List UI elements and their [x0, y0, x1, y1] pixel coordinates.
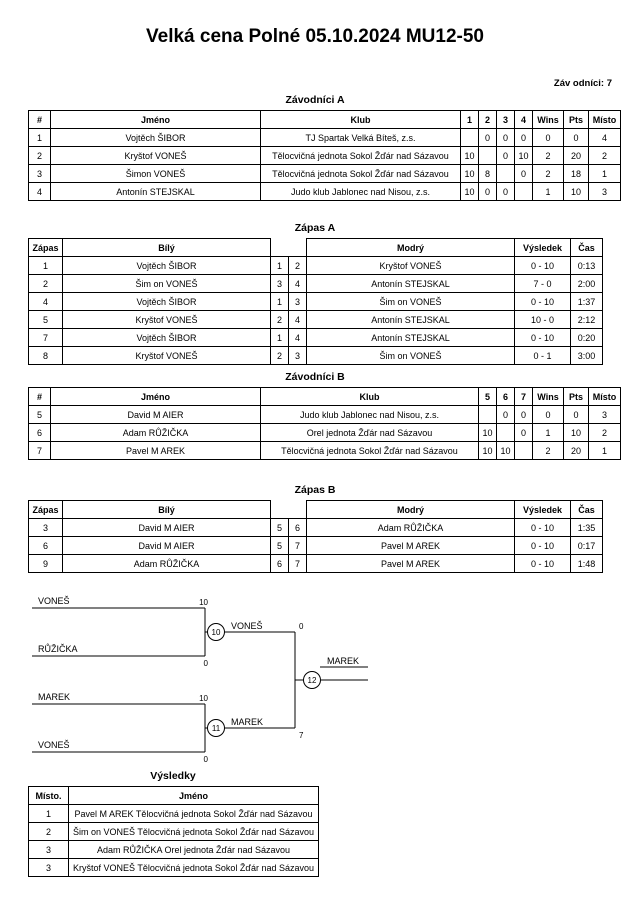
bracket-semi-bot-match: 11	[211, 724, 221, 733]
table-row	[29, 424, 621, 442]
table-header-row	[29, 787, 319, 805]
cell-match-no: 1	[29, 257, 63, 275]
cell-result: 0 - 10	[515, 257, 571, 275]
cell-white-num: 1	[271, 329, 289, 347]
cell-white: Vojtěch ŠIBOR	[63, 293, 271, 311]
cell-score: 10	[479, 424, 497, 442]
cell-result: 0 - 10	[515, 519, 571, 537]
col-header: Modrý	[307, 239, 515, 257]
cell-time: 2:12	[571, 311, 603, 329]
cell-score	[515, 442, 533, 460]
table-row	[29, 841, 319, 859]
cell-white: David M AIER	[63, 519, 271, 537]
results-section	[28, 770, 318, 877]
cell-match-no: 2	[29, 275, 63, 293]
col-header: Bílý	[63, 501, 271, 519]
cell-time: 2:00	[571, 275, 603, 293]
matches-a-section	[28, 222, 602, 365]
cell-name: Vojtěch ŠIBOR	[51, 129, 261, 147]
table-row	[29, 165, 621, 183]
bracket-seed-top-1: VONEŠ	[38, 596, 70, 606]
col-header-spacer	[289, 501, 307, 519]
bracket-semi-top-score-win: 10	[199, 598, 208, 607]
cell-wins: 1	[533, 424, 564, 442]
table-row	[29, 347, 603, 365]
col-header: Pts	[564, 388, 589, 406]
cell-name: Pavel M AREK	[51, 442, 261, 460]
table-row	[29, 293, 603, 311]
cell-score: 0	[479, 183, 497, 201]
col-header: Místo	[589, 388, 621, 406]
col-header: Wins	[533, 388, 564, 406]
cell-num: 2	[29, 147, 51, 165]
cell-white-num: 2	[271, 347, 289, 365]
cell-white-num: 1	[271, 257, 289, 275]
cell-match-no: 9	[29, 555, 63, 573]
cell-num: 4	[29, 183, 51, 201]
bracket-final-score-bot: 7	[299, 731, 304, 740]
bracket-semi-bot-winner: MAREK	[231, 717, 264, 727]
bracket-final-winner: MAREK	[327, 656, 360, 666]
cell-pts: 10	[564, 183, 589, 201]
bracket-final-score-top: 0	[299, 622, 304, 631]
cell-score: 8	[479, 165, 497, 183]
col-header: Klub	[261, 388, 479, 406]
cell-wins: 0	[533, 406, 564, 424]
cell-white-num: 6	[271, 555, 289, 573]
competitors-a-title: Závodníci A	[285, 94, 345, 106]
bracket-semi-top-match: 10	[211, 628, 221, 637]
table-row	[29, 519, 603, 537]
table-header-row	[29, 111, 621, 129]
col-header: Zápas	[29, 239, 63, 257]
cell-blue: Adam RŮŽIČKA	[307, 519, 515, 537]
cell-blue: Šim on VONEŠ	[307, 347, 515, 365]
cell-wins: 0	[533, 129, 564, 147]
cell-result: 0 - 1	[515, 347, 571, 365]
cell-blue-num: 3	[289, 293, 307, 311]
cell-score: 0	[497, 147, 515, 165]
cell-club: Orel jednota Žďár nad Sázavou	[261, 424, 479, 442]
col-header: Čas	[571, 501, 603, 519]
cell-score: 0	[497, 183, 515, 201]
cell-score: 0	[515, 406, 533, 424]
table-header-row	[29, 239, 603, 257]
matches-b-section	[28, 484, 602, 573]
cell-place: 3	[29, 841, 69, 859]
cell-num: 7	[29, 442, 51, 460]
table-row	[29, 555, 603, 573]
cell-white: Vojtěch ŠIBOR	[63, 257, 271, 275]
results-table	[28, 786, 319, 877]
cell-club: Judo klub Jablonec nad Nisou, z.s.	[261, 183, 461, 201]
cell-blue-num: 7	[289, 537, 307, 555]
cell-pts: 0	[564, 129, 589, 147]
col-header: Jméno	[69, 787, 319, 805]
col-header: Místo	[589, 111, 621, 129]
col-header: Bílý	[63, 239, 271, 257]
table-row	[29, 275, 603, 293]
cell-time: 3:00	[571, 347, 603, 365]
entrant-count-label: Záv odníci: 7	[553, 78, 612, 89]
cell-score	[497, 424, 515, 442]
competitors-b-title: Závodníci B	[285, 371, 345, 383]
cell-time: 0:20	[571, 329, 603, 347]
col-header: 4	[515, 111, 533, 129]
cell-place: 3	[589, 406, 621, 424]
cell-place: 4	[589, 129, 621, 147]
col-header: #	[29, 388, 51, 406]
cell-name: Adam RŮŽIČKA	[51, 424, 261, 442]
cell-white: Adam RŮŽIČKA	[63, 555, 271, 573]
col-header: Jméno	[51, 388, 261, 406]
cell-blue: Pavel M AREK	[307, 537, 515, 555]
cell-name: David M AIER	[51, 406, 261, 424]
cell-result: 0 - 10	[515, 329, 571, 347]
cell-blue-num: 6	[289, 519, 307, 537]
col-header: 2	[479, 111, 497, 129]
cell-score: 10	[479, 442, 497, 460]
cell-pts: 10	[564, 424, 589, 442]
cell-club: TJ Spartak Velká Bíteš, z.s.	[261, 129, 461, 147]
col-header: Výsledek	[515, 239, 571, 257]
cell-blue-num: 7	[289, 555, 307, 573]
col-header: Jméno	[51, 111, 261, 129]
col-header: 5	[479, 388, 497, 406]
cell-time: 0:13	[571, 257, 603, 275]
table-row	[29, 329, 603, 347]
cell-pts: 0	[564, 406, 589, 424]
cell-wins: 2	[533, 147, 564, 165]
cell-wins: 2	[533, 442, 564, 460]
cell-score: 0	[515, 165, 533, 183]
bracket-seed-top-2: RŮŽIČKA	[38, 644, 78, 654]
table-row	[29, 823, 319, 841]
cell-result: 0 - 10	[515, 555, 571, 573]
col-header: Klub	[261, 111, 461, 129]
col-header: 3	[497, 111, 515, 129]
cell-white-num: 5	[271, 537, 289, 555]
cell-name: Šimon VONEŠ	[51, 165, 261, 183]
cell-white-num: 1	[271, 293, 289, 311]
cell-result: 7 - 0	[515, 275, 571, 293]
cell-name: Kryštof VONEŠ Tělocvičná jednota Sokol Žďár nad Sázavou	[69, 859, 319, 877]
table-header-row	[29, 501, 603, 519]
cell-club: Tělocvičná jednota Sokol Žďár nad Sázavou	[261, 147, 461, 165]
cell-score	[479, 406, 497, 424]
cell-blue: Antonín STEJSKAL	[307, 329, 515, 347]
cell-place: 2	[29, 823, 69, 841]
cell-pts: 18	[564, 165, 589, 183]
cell-score: 0	[497, 129, 515, 147]
cell-score	[515, 183, 533, 201]
col-header: Výsledek	[515, 501, 571, 519]
col-header: Modrý	[307, 501, 515, 519]
matches-a-title: Zápas A	[294, 222, 336, 234]
cell-blue: Antonín STEJSKAL	[307, 275, 515, 293]
col-header: 1	[461, 111, 479, 129]
table-row	[29, 311, 603, 329]
matches-a-table	[28, 238, 603, 365]
elimination-bracket	[0, 586, 630, 771]
bracket-semi-bot-score-win: 10	[199, 694, 208, 703]
cell-match-no: 8	[29, 347, 63, 365]
cell-match-no: 4	[29, 293, 63, 311]
cell-score: 0	[497, 406, 515, 424]
cell-blue-num: 4	[289, 311, 307, 329]
cell-place: 3	[29, 859, 69, 877]
cell-score	[479, 147, 497, 165]
table-row	[29, 147, 621, 165]
table-row	[29, 183, 621, 201]
cell-score: 0	[479, 129, 497, 147]
cell-blue-num: 3	[289, 347, 307, 365]
matches-b-table	[28, 500, 603, 573]
competitors-a-section	[28, 94, 617, 201]
competitors-b-table	[28, 387, 621, 460]
col-header: Pts	[564, 111, 589, 129]
cell-score	[461, 129, 479, 147]
col-header-spacer	[271, 501, 289, 519]
cell-place: 1	[589, 442, 621, 460]
col-header: #	[29, 111, 51, 129]
cell-blue: Pavel M AREK	[307, 555, 515, 573]
col-header: Wins	[533, 111, 564, 129]
cell-white-num: 5	[271, 519, 289, 537]
cell-white: David M AIER	[63, 537, 271, 555]
tournament-report-page	[0, 26, 630, 917]
results-title: Výsledky	[150, 770, 196, 782]
cell-match-no: 6	[29, 537, 63, 555]
col-header-spacer	[271, 239, 289, 257]
cell-wins: 1	[533, 183, 564, 201]
cell-score: 10	[515, 147, 533, 165]
col-header: Místo.	[29, 787, 69, 805]
cell-white: Kryštof VONEŠ	[63, 311, 271, 329]
cell-result: 0 - 10	[515, 293, 571, 311]
col-header: Zápas	[29, 501, 63, 519]
cell-wins: 2	[533, 165, 564, 183]
cell-white-num: 2	[271, 311, 289, 329]
competitors-b-section	[28, 371, 617, 460]
cell-place: 1	[589, 165, 621, 183]
cell-name: Šim on VONEŠ Tělocvičná jednota Sokol Žďár nad Sázavou	[69, 823, 319, 841]
cell-blue-num: 4	[289, 329, 307, 347]
col-header-spacer	[289, 239, 307, 257]
cell-blue: Antonín STEJSKAL	[307, 311, 515, 329]
cell-match-no: 3	[29, 519, 63, 537]
table-row	[29, 406, 621, 424]
bracket-seed-bot-2: VONEŠ	[38, 740, 70, 750]
table-row	[29, 129, 621, 147]
table-row	[29, 859, 319, 877]
bracket-seed-bot-1: MAREK	[38, 692, 71, 702]
cell-time: 1:37	[571, 293, 603, 311]
cell-blue-num: 4	[289, 275, 307, 293]
cell-score: 10	[461, 183, 479, 201]
cell-place: 3	[589, 183, 621, 201]
cell-name: Pavel M AREK Tělocvičná jednota Sokol Žďár nad Sázavou	[69, 805, 319, 823]
table-row	[29, 257, 603, 275]
cell-score: 10	[461, 165, 479, 183]
matches-b-title: Zápas B	[294, 484, 336, 496]
table-row	[29, 805, 319, 823]
cell-num: 1	[29, 129, 51, 147]
cell-pts: 20	[564, 442, 589, 460]
page-title: Velká cena Polné 05.10.2024 MU12-50	[146, 26, 484, 47]
cell-pts: 20	[564, 147, 589, 165]
cell-score: 10	[497, 442, 515, 460]
col-header: Čas	[571, 239, 603, 257]
cell-white: Kryštof VONEŠ	[63, 347, 271, 365]
table-row	[29, 537, 603, 555]
competitors-a-table	[28, 110, 621, 201]
col-header: 6	[497, 388, 515, 406]
cell-place: 1	[29, 805, 69, 823]
cell-num: 6	[29, 424, 51, 442]
cell-blue-num: 2	[289, 257, 307, 275]
cell-score: 10	[461, 147, 479, 165]
cell-name: Kryštof VONEŠ	[51, 147, 261, 165]
table-header-row	[29, 388, 621, 406]
cell-time: 0:17	[571, 537, 603, 555]
cell-score: 0	[515, 129, 533, 147]
bracket-semi-top-score-lose: 0	[203, 659, 208, 668]
cell-club: Judo klub Jablonec nad Nisou, z.s.	[261, 406, 479, 424]
cell-blue: Šim on VONEŠ	[307, 293, 515, 311]
cell-num: 3	[29, 165, 51, 183]
bracket-semi-top-winner: VONEŠ	[231, 621, 263, 631]
cell-time: 1:35	[571, 519, 603, 537]
cell-num: 5	[29, 406, 51, 424]
table-row	[29, 442, 621, 460]
bracket-semi-bot-score-lose: 0	[203, 755, 208, 764]
cell-score	[497, 165, 515, 183]
cell-white: Šim on VONEŠ	[63, 275, 271, 293]
cell-score: 0	[515, 424, 533, 442]
col-header: 7	[515, 388, 533, 406]
cell-name: Adam RŮŽIČKA Orel jednota Žďár nad Sázavou	[69, 841, 319, 859]
cell-result: 0 - 10	[515, 537, 571, 555]
cell-time: 1:48	[571, 555, 603, 573]
cell-club: Tělocvičná jednota Sokol Žďár nad Sázavou	[261, 165, 461, 183]
cell-white-num: 3	[271, 275, 289, 293]
cell-white: Vojtěch ŠIBOR	[63, 329, 271, 347]
cell-match-no: 7	[29, 329, 63, 347]
cell-blue: Kryštof VONEŠ	[307, 257, 515, 275]
cell-result: 10 - 0	[515, 311, 571, 329]
cell-match-no: 5	[29, 311, 63, 329]
cell-name: Antonín STEJSKAL	[51, 183, 261, 201]
cell-place: 2	[589, 147, 621, 165]
cell-place: 2	[589, 424, 621, 442]
cell-club: Tělocvičná jednota Sokol Žďár nad Sázavou	[261, 442, 479, 460]
bracket-final-match: 12	[307, 676, 317, 685]
